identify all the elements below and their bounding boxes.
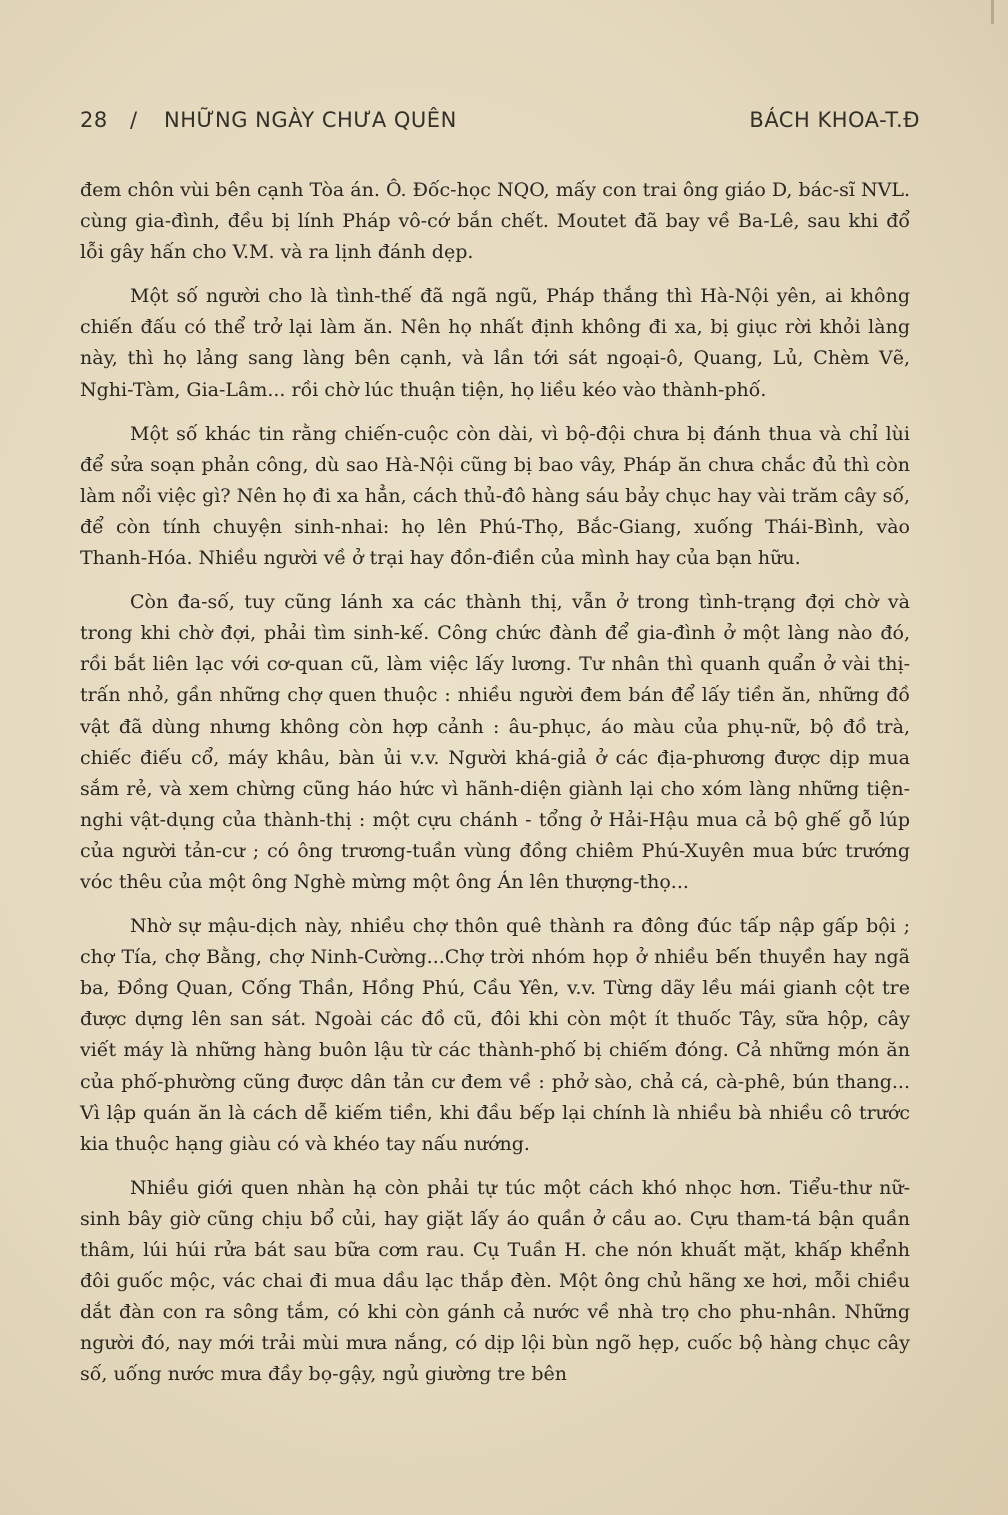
- publication-name: BÁCH KHOA-T.Đ: [749, 108, 920, 132]
- paragraph: Nhiều giới quen nhàn hạ còn phải tự túc một cách khó nhọc hơn. Tiểu-thư nữ-sinh bây giờ cũng chịu bổ củi, hay giặt lấy áo quần ở cầu ao. Cựu tham-tá bận quần thâm, lúi húi rửa bát sau bữa cơm rau. Cụ Tuần H. che nón khuất mặt, khấp khểnh đôi guốc mộc, vác chai đi mua dầu lạc thắp đèn. Một ông chủ hãng xe hơi, mỗi chiều dắt đàn con ra sông tắm, có khi còn gánh cả nước về nhà trọ cho phu-nhân. Những người đó, nay mới trải mùi mưa nắng, có dịp lội bùn ngõ hẹp, cuốc bộ hàng chục cây số, uống nước mưa đầy bọ-gậy, ngủ giường tre bên: [80, 1176, 910, 1386]
- paragraph: đem chôn vùi bên cạnh Tòa án. Ô. Đốc-học NQO, mấy con trai ông giáo D, bác-sĩ NVL. cùng gia-đình, đều bị lính Pháp vô-cớ bắn chết. Moutet đã bay về Ba-Lê, sau khi đổ lỗi gây hấn cho V.M. và ra lịnh đánh dẹp.: [80, 179, 910, 264]
- paragraph: Nhờ sự mậu-dịch này, nhiều chợ thôn quê thành ra đông đúc tấp nập gấp bội ; chợ Tía, chợ Bằng, chợ Ninh-Cường...Chợ trời nhóm họp ở nhiều bến thuyền hay ngã ba, Đồng Quan, Cống Thần, Hồng Phú, Cầu Yên, v.v. Từng dãy lều mái gianh cột tre được dựng lên san sát. Ngoài các đồ cũ, đôi khi còn một ít thuốc Tây, sữa hộp, cây viết máy là những hàng buôn lậu từ các thành-phố bị chiếm đóng. Cả những món ăn của phố-phường cũng được dân tản cư đem về : phở sào, chả cá, cà-phê, bún thang... Vì lập quán ăn là cách dễ kiếm tiền, khi đầu bếp lại chính là nhiều bà nhiều cô trước kia thuộc hạng giàu có và khéo tay nấu nướng.: [80, 915, 910, 1155]
- header-separator: /: [130, 108, 138, 132]
- paragraph: Một số người cho là tình-thế đã ngã ngũ, Pháp thắng thì Hà-Nội yên, ai không chiến đấu có thể trở lại làm ăn. Nên họ nhất định không đi xa, bị giục rời khỏi làng này, thì họ lảng sang làng bên cạnh, và lần tới sát ngoại-ô, Quang, Lủ, Chèm Vẽ, Nghi-Tàm, Gia-Lâm... rồi chờ lúc thuận tiện, họ liều kéo vào thành-phố.: [80, 285, 910, 401]
- paragraph: Một số khác tin rằng chiến-cuộc còn dài, vì bộ-đội chưa bị đánh thua và chỉ lùi để sửa soạn phản công, dù sao Hà-Nội cũng bị bao vây, Pháp ăn chưa chắc đủ thì còn làm nổi việc gì? Nên họ đi xa hẳn, cách thủ-đô hàng sáu bảy chục hay vài trăm cây số, để còn tính chuyện sinh-nhai: họ lên Phú-Thọ, Bắc-Giang, xuống Thái-Bình, vào Thanh-Hóa. Nhiều người về ở trại hay đồn-điền của mình hay của bạn hữu.: [80, 422, 910, 570]
- paragraph: Còn đa-số, tuy cũng lánh xa các thành thị, vẫn ở trong tình-trạng đợi chờ và trong khi chờ đợi, phải tìm sinh-kế. Công chức đành để gia-đình ở một làng nào đó, rồi bắt liên lạc với cơ-quan cũ, làm việc lấy lương. Tư nhân thì quanh quẩn ở vài thị-trấn nhỏ, gần những chợ quen thuộc : nhiều người đem bán để lấy tiền ăn, những đồ vật đã dùng nhưng không còn hợp cảnh : âu-phục, áo màu của phụ-nữ, bộ đồ trà, chiếc điếu cổ, máy khâu, bàn ủi v.v. Người khá-giả ở các địa-phương được dịp mua sắm rẻ, và xem chừng cũng háo hức vì hãnh-diện giành lại cho xóm làng những tiện-nghi vật-dụng của thành-thị : một cựu chánh - tổng ở Hải-Hậu mua cả bộ ghế gỗ lúp của người tản-cư ; có ông trương-tuần vùng đồng chiêm Phú-Xuyên mua bức trướng vóc thêu của một ông Nghè mừng một ông Án lên thượng-thọ...: [80, 591, 910, 893]
- running-header: [80, 108, 920, 144]
- body-text: [80, 175, 910, 1403]
- page-crease-mark: [991, 0, 994, 24]
- page-number: 28: [80, 108, 108, 132]
- book-title: NHỮNG NGÀY CHƯA QUÊN: [164, 108, 457, 132]
